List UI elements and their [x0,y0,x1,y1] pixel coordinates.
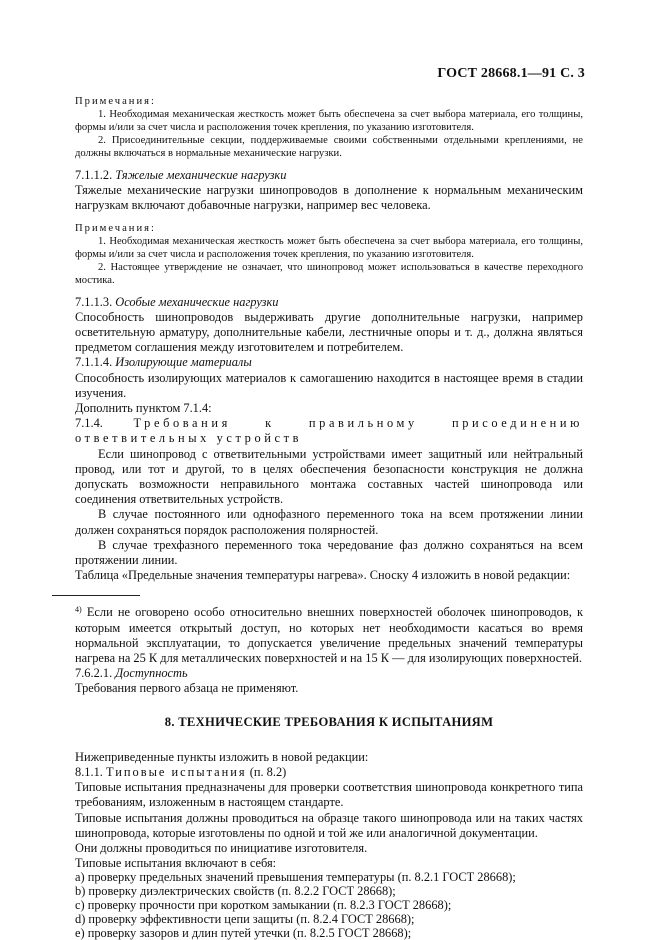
subsection-7621 [75,666,583,681]
footnote-mark: 4) [75,605,82,614]
paragraph: Типовые испытания включают в себя: [75,856,583,871]
clause-ref: (п. 8.2) [250,765,287,779]
subsection-811 [75,765,583,780]
clause-title: Типовые испытания [106,765,247,779]
clause-title: Тяжелые механические нагрузки [115,168,286,182]
footnote-text: Если не оговорено особо относительно внешних поверхностей оболочек шинопроводов, к которым имеется открытый доступ, но которых нет необходимости касаться во время нормальной эксплуатации, то допускается увеличение предельных значений температуры нагрева на 25 К для металлических поверхностей и на 15 К — для изолирующих поверхностей. [75,605,583,665]
clause-number: 8.1.1. [75,765,103,779]
clause-number: 7.1.4. [75,416,103,430]
subsection-7113 [75,295,583,310]
paragraph: Таблица «Предельные значения температуры нагрева». Сноску 4 изложить в новой редакции: [75,568,583,583]
paragraph: Типовые испытания должны проводиться на образце такого шинопровода или на таких частях шинопровода, которые изготовлены по одной и той же или аналогичной документации. [75,811,583,841]
note-item: 1. Необходимая механическая жесткость может быть обеспечена за счет выбора материала, его толщины, формы и/или за счет числа и расположения точек крепления, по указанию изготовителя. [75,235,583,261]
paragraph: Если шинопровод с ответвительными устройствами имеет защитный или нейтральный провод, или тот и другой, то в целях обеспечения безопасности конструкция не должна допускать возможности неправильного монтажа составных частей шинопровода или соединения ответвительных устройств. [75,447,583,508]
paragraph: Они должны проводиться по инициативе изготовителя. [75,841,583,856]
paragraph: Дополнить пунктом 7.1.4: [75,401,583,416]
section-title: 8. ТЕХНИЧЕСКИЕ ТРЕБОВАНИЯ К ИСПЫТАНИЯМ [75,715,583,730]
list-item: e) проверку зазоров и длин путей утечки (п. 8.2.5 ГОСТ 28668); [75,927,583,940]
paragraph: В случае постоянного или однофазного переменного тока на всем протяжении линии должен сохраняться порядок расположения полярностей. [75,507,583,537]
note-item: 2. Настоящее утверждение не означает, что шинопровод может использоваться в качестве переходного мостика. [75,261,583,287]
page-content [75,95,583,940]
list-item: c) проверку прочности при коротком замыкании (п. 8.2.3 ГОСТ 28668); [75,899,583,913]
clause-title: Изолирующие материалы [115,355,251,369]
clause-number: 7.1.1.2. [75,168,112,182]
subsection-7114 [75,355,583,370]
paragraph: Способность шинопроводов выдерживать другие дополнительные нагрузки, например осветительную арматуру, дополнительные кабели, лестничные опоры и т. д., должна являться предметом соглашения между изготовителем и потребителем. [75,310,583,356]
paragraph: Тяжелые механические нагрузки шинопроводов в дополнение к нормальным механическим нагрузкам включают добавочные нагрузки, например вес человека. [75,183,583,213]
clause-number: 7.1.1.3. [75,295,112,309]
list-item: d) проверку эффективности цепи защиты (п. 8.2.4 ГОСТ 28668); [75,913,583,927]
clause-number: 7.1.1.4. [75,355,112,369]
note-item: 2. Присоединительные секции, поддерживаемые своими собственными отдельными креплениями, не должны включаться в нормальные механические нагрузки. [75,134,583,160]
list-item: b) проверку диэлектрических свойств (п. 8.2.2 ГОСТ 28668); [75,885,583,899]
clause-title: Требования к правильному присоединению ответвительных устройств [75,416,583,445]
list-item: а) проверку предельных значений превышения температуры (п. 8.2.1 ГОСТ 28668); [75,871,583,885]
paragraph: Нижеприведенные пункты изложить в новой редакции: [75,750,583,765]
notes-heading: Примечания: [75,95,583,108]
clause-title: Доступность [115,666,187,680]
subsection-7112 [75,168,583,183]
footnote [75,602,583,666]
paragraph: Типовые испытания предназначены для проверки соответствия шинопровода конкретного типа требованиям, изложенным в настоящем стандарте. [75,780,583,810]
notes-heading: Примечания: [75,222,583,235]
note-item: 1. Необходимая механическая жесткость может быть обеспечена за счет выбора материала, его толщины, формы и/или за счет числа и расположения точек крепления, по указанию изготовителя. [75,108,583,134]
paragraph: В случае трехфазного переменного тока чередование фаз должно сохраняться на всем протяжении линии. [75,538,583,568]
subsection-714 [75,416,583,446]
clause-title: Особые механические нагрузки [115,295,278,309]
footnote-rule [52,595,140,596]
paragraph: Способность изолирующих материалов к самогашению находится в настоящее время в стадии изучения. [75,371,583,401]
paragraph: Требования первого абзаца не применяют. [75,681,583,696]
page-header: ГОСТ 28668.1—91 С. 3 [437,66,585,82]
clause-number: 7.6.2.1. [75,666,112,680]
